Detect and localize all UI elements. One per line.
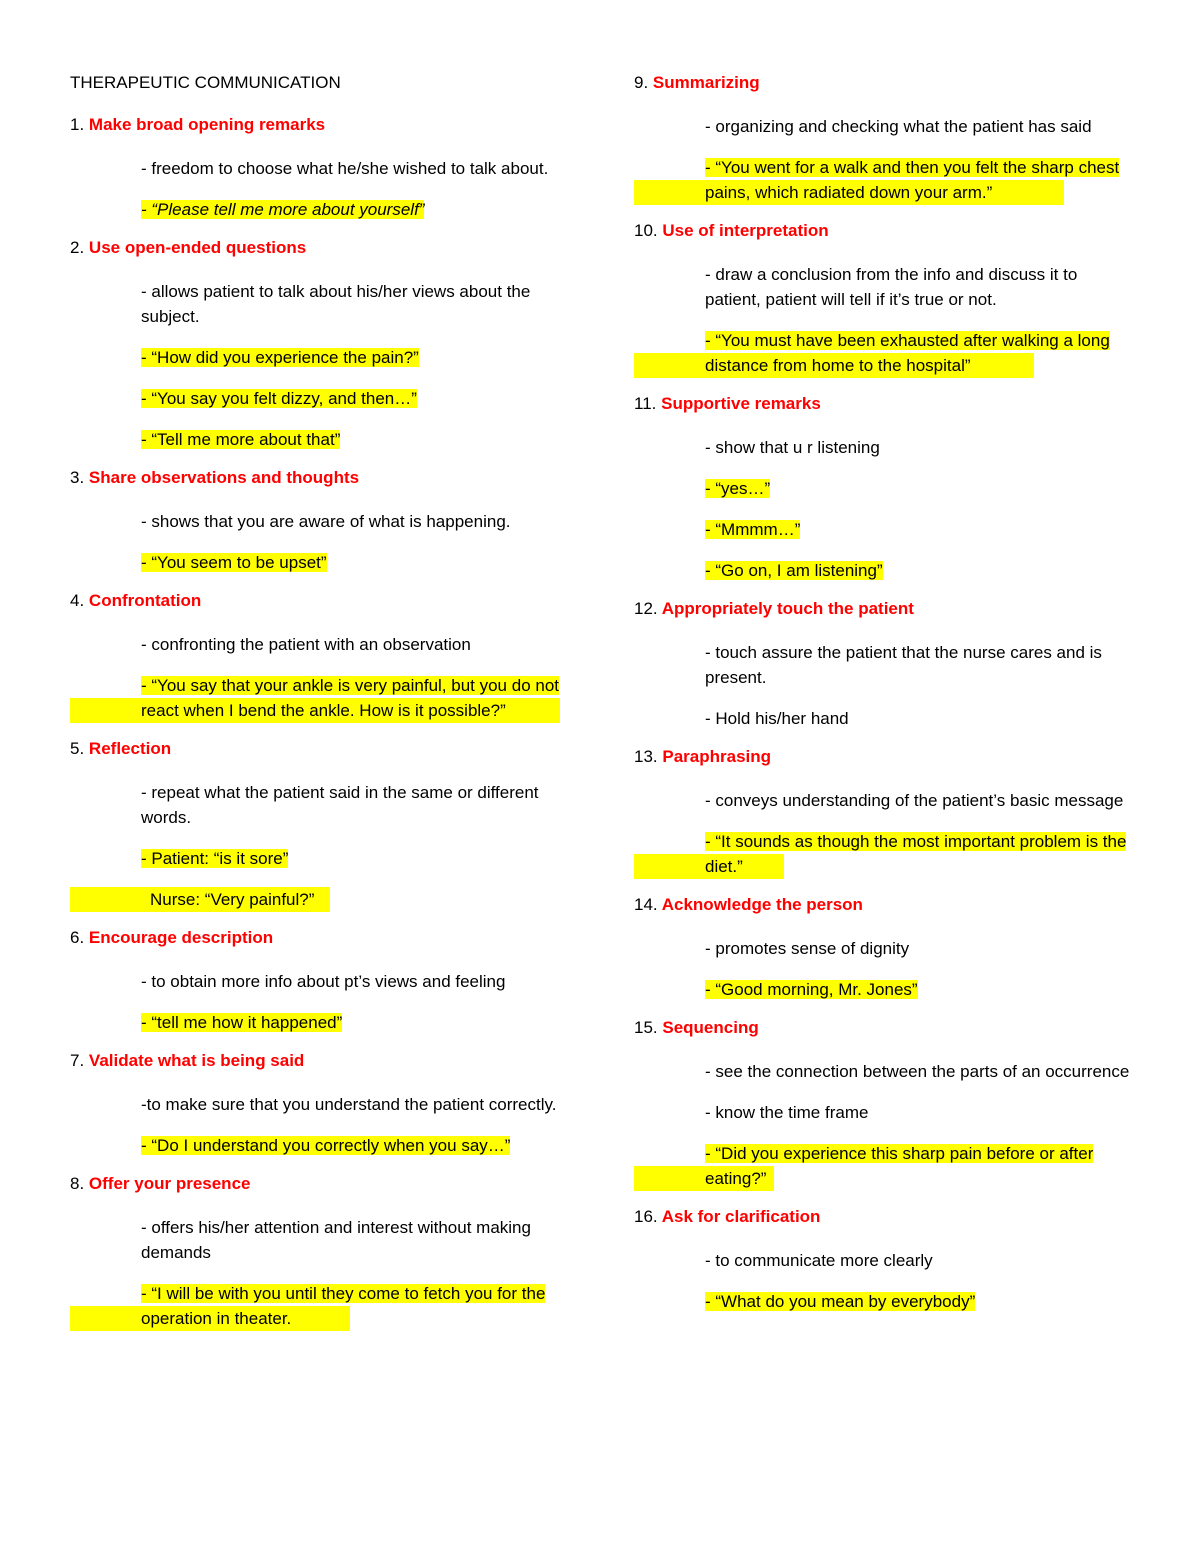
technique-label: Confrontation: [88, 591, 202, 610]
technique-description: - draw a conclusion from the info and discuss it to patient, patient will tell if it’s true or not.: [705, 265, 1078, 309]
technique-heading: [70, 739, 570, 759]
technique-number: 16.: [634, 1207, 658, 1226]
example-text: - “Mmmm…”: [705, 520, 801, 539]
technique-label: Encourage description: [88, 928, 274, 947]
technique-example: [70, 550, 570, 575]
technique-label: Summarizing: [652, 73, 760, 92]
technique-heading: [634, 599, 1134, 619]
technique-item-14: [634, 895, 1134, 1002]
example-text: - “Did you experience this sharp pain before or after eating?”: [705, 1144, 1094, 1188]
technique-item-7: [70, 1051, 570, 1158]
technique-item-5: [70, 739, 570, 912]
technique-number: 7.: [70, 1051, 85, 1070]
page-title: THERAPEUTIC COMMUNICATION: [70, 73, 341, 92]
technique-example: [634, 558, 1134, 583]
example-text: - “Tell me more about that”: [141, 430, 341, 449]
technique-description: - to communicate more clearly: [705, 1251, 933, 1270]
technique-description: - see the connection between the parts of an occurrence: [705, 1062, 1130, 1081]
technique-example: [634, 517, 1134, 542]
technique-label: Reflection: [88, 739, 172, 758]
technique-description: - confronting the patient with an observation: [141, 635, 471, 654]
technique-example: [634, 1141, 1134, 1191]
technique-number: 6.: [70, 928, 85, 947]
technique-item-2: [70, 238, 570, 452]
technique-heading: [70, 928, 570, 948]
technique-example: [70, 846, 570, 871]
example-text: - “You seem to be upset”: [141, 553, 327, 572]
technique-example: [70, 887, 570, 912]
technique-number: 11.: [634, 394, 657, 413]
technique-heading: [634, 394, 1134, 414]
technique-label: Make broad opening remarks: [88, 115, 326, 134]
technique-heading: [634, 1207, 1134, 1227]
technique-number: 12.: [634, 599, 658, 618]
example-text: - “Please tell me more about yourself”: [141, 200, 425, 219]
technique-label: Use of interpretation: [662, 221, 829, 240]
technique-item-8: [70, 1174, 570, 1331]
technique-heading: [70, 1174, 570, 1194]
technique-description: - touch assure the patient that the nurse cares and is present.: [705, 643, 1102, 687]
technique-label: Offer your presence: [88, 1174, 251, 1193]
technique-example: [634, 155, 1134, 205]
technique-example: [70, 1133, 570, 1158]
technique-heading: [70, 238, 570, 258]
example-text: - “You say you felt dizzy, and then…”: [141, 389, 417, 408]
technique-item-10: [634, 221, 1134, 378]
technique-number: 9.: [634, 73, 649, 92]
technique-item-3: [70, 468, 570, 575]
example-text: - “Go on, I am listening”: [705, 561, 883, 580]
technique-number: 13.: [634, 747, 658, 766]
example-text: - “yes…”: [705, 479, 771, 498]
technique-heading: [634, 73, 1134, 93]
technique-item-12: [634, 599, 1134, 731]
technique-example: [70, 1010, 570, 1035]
technique-example: [634, 1289, 1134, 1314]
technique-item-1: [70, 115, 570, 222]
technique-number: 8.: [70, 1174, 85, 1193]
technique-heading: [70, 115, 570, 135]
example-text: Nurse: “Very painful?”: [150, 890, 315, 909]
technique-heading: [634, 1018, 1134, 1038]
technique-description: - offers his/her attention and interest without making demands: [141, 1218, 531, 1262]
example-text: - “It sounds as though the most important problem is the diet.”: [705, 832, 1127, 876]
technique-label: Validate what is being said: [88, 1051, 305, 1070]
technique-heading: [634, 221, 1134, 241]
technique-heading: [70, 468, 570, 488]
technique-item-9: [634, 73, 1134, 205]
technique-description: - freedom to choose what he/she wished to talk about.: [141, 159, 549, 178]
technique-description: - allows patient to talk about his/her views about the subject.: [141, 282, 531, 326]
technique-heading: [70, 1051, 570, 1071]
technique-label: Ask for clarification: [661, 1207, 821, 1226]
technique-item-15: [634, 1018, 1134, 1191]
technique-number: 4.: [70, 591, 85, 610]
technique-number: 3.: [70, 468, 85, 487]
technique-number: 2.: [70, 238, 85, 257]
example-text: - “You say that your ankle is very painful, but you do not react when I bend the ankle. How is it possible?”: [141, 676, 560, 720]
technique-label: Acknowledge the person: [661, 895, 863, 914]
technique-description: - conveys understanding of the patient’s basic message: [705, 791, 1124, 810]
technique-heading: [634, 747, 1134, 767]
technique-description: - show that u r listening: [705, 438, 880, 457]
technique-number: 5.: [70, 739, 85, 758]
technique-label: Sequencing: [662, 1018, 759, 1037]
technique-example: [70, 427, 570, 452]
technique-example: [70, 673, 570, 723]
technique-item-16: [634, 1207, 1134, 1314]
technique-label: Use open-ended questions: [88, 238, 307, 257]
technique-item-11: [634, 394, 1134, 583]
technique-label: Paraphrasing: [662, 747, 772, 766]
left-column: [70, 70, 570, 1347]
technique-number: 1.: [70, 115, 85, 134]
technique-description: -to make sure that you understand the patient correctly.: [141, 1095, 557, 1114]
technique-description: - shows that you are aware of what is happening.: [141, 512, 511, 531]
technique-example: [634, 829, 1134, 879]
example-text: - “Do I understand you correctly when you say…”: [141, 1136, 511, 1155]
technique-heading: [634, 895, 1134, 915]
technique-item-4: [70, 591, 570, 723]
technique-example: [634, 328, 1134, 378]
technique-label: Share observations and thoughts: [88, 468, 360, 487]
technique-description: - to obtain more info about pt’s views and feeling: [141, 972, 506, 991]
technique-heading: [70, 591, 570, 611]
technique-label: Supportive remarks: [661, 394, 821, 413]
technique-item-13: [634, 747, 1134, 879]
technique-example: [70, 345, 570, 370]
technique-example: [70, 386, 570, 411]
technique-label: Appropriately touch the patient: [661, 599, 914, 618]
technique-item-6: [70, 928, 570, 1035]
technique-description: - organizing and checking what the patient has said: [705, 117, 1092, 136]
example-text: - “I will be with you until they come to fetch you for the operation in theater.: [141, 1284, 546, 1328]
example-text: - “How did you experience the pain?”: [141, 348, 419, 367]
technique-description: - promotes sense of dignity: [705, 939, 910, 958]
right-column: [634, 70, 1134, 1330]
example-text: - “tell me how it happened”: [141, 1013, 343, 1032]
technique-example: - know the time frame: [705, 1103, 869, 1122]
example-text: - “You must have been exhausted after walking a long distance from home to the hospital”: [705, 331, 1110, 375]
technique-description: - repeat what the patient said in the same or different words.: [141, 783, 539, 827]
example-text: - “Good morning, Mr. Jones”: [705, 980, 918, 999]
example-text: - “You went for a walk and then you felt the sharp chest pains, which radiated down your arm.”: [705, 158, 1120, 202]
technique-example: [634, 977, 1134, 1002]
technique-example: [70, 197, 570, 222]
technique-number: 15.: [634, 1018, 658, 1037]
example-text: - Patient: “is it sore”: [141, 849, 289, 868]
technique-number: 14.: [634, 895, 658, 914]
technique-example: - Hold his/her hand: [705, 709, 849, 728]
example-text: - “What do you mean by everybody”: [705, 1292, 976, 1311]
technique-example: [70, 1281, 570, 1331]
technique-example: [634, 476, 1134, 501]
technique-number: 10.: [634, 221, 658, 240]
